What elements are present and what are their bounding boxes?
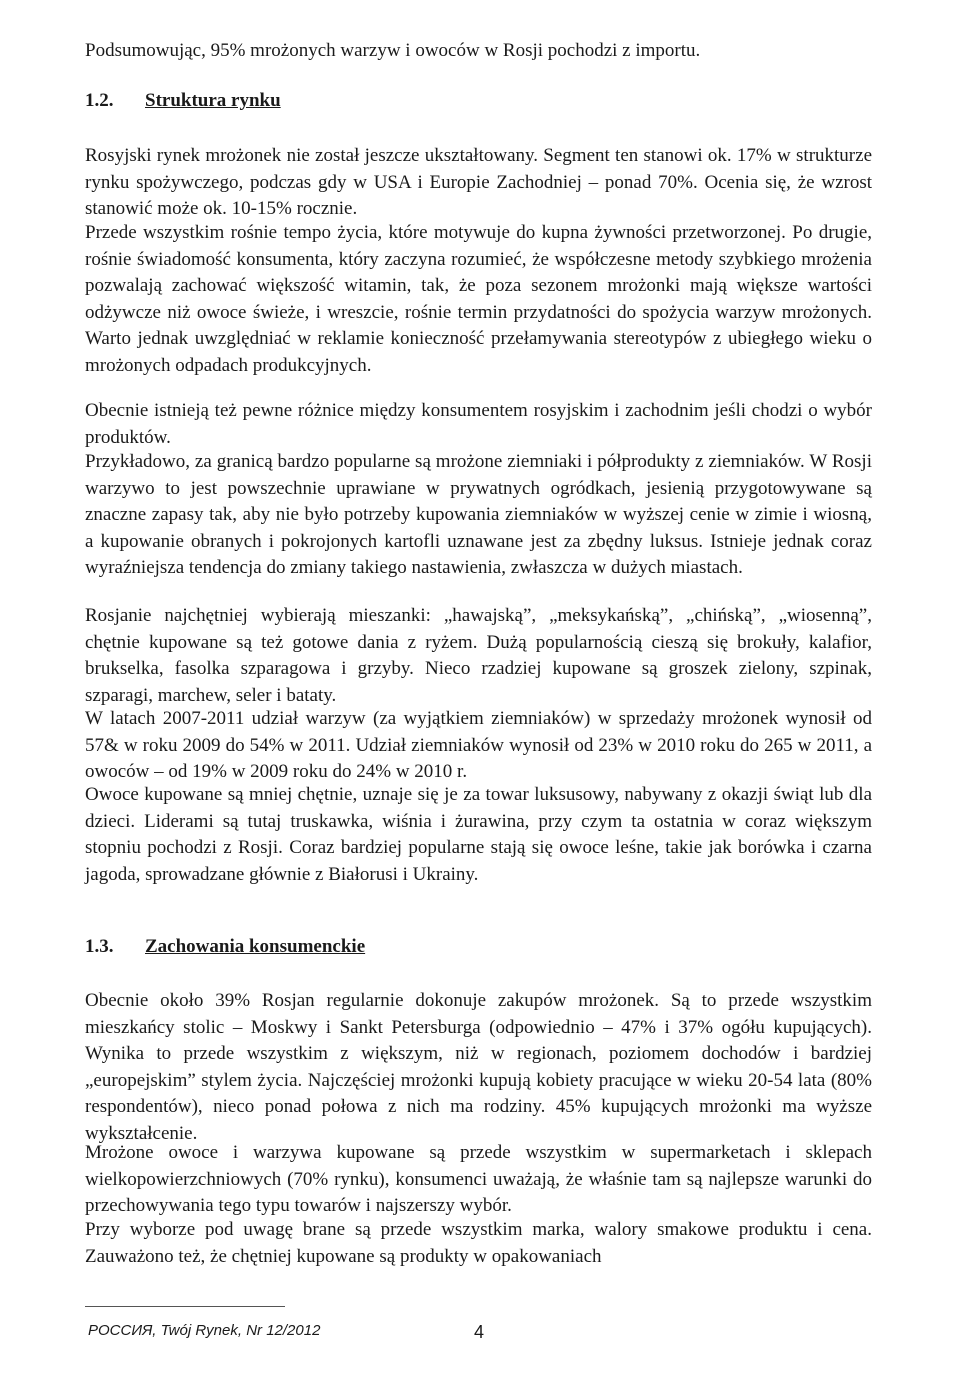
paragraph: Obecnie około 39% Rosjan regularnie dokonuje zakupów mrożonek. Są to przede wszystkim mieszkańcy stolic – Moskwy i Sankt Petersburga (odpowiednio – 47% i 37% ogółu kupujących). Wynika to przede wszystkim z większym, niż w regionach, poziomem dochodów i bardziej „europejskim” stylem życia. Najczęściej mrożonki kupują kobiety pracujące w wieku 20-54 lata (80% respondentów), nieco ponad połowa z nich ma rodziny. 45% kupujących mrożonki ma wyższe wykształcenie. [85, 990, 872, 1144]
paragraph: Przy wyborze pod uwagę brane są przede wszystkim marka, walory smakowe produktu i cena. Zauważono też, że chętniej kupowane są produkty w opakowaniach [85, 1219, 872, 1267]
section-number: 1.3. [85, 936, 114, 957]
section-heading-1-2 [85, 90, 281, 112]
paragraph: Rosyjski rynek mrożonek nie został jeszcze ukształtowany. Segment ten stanowi ok. 17% w strukturze rynku spożywczego, podczas gdy w USA i Europie Zachodniej – ponad 70%. Ocenia się, że wzrost stanowić może ok. 10-15% rocznie. [85, 145, 872, 219]
section-number: 1.2. [85, 90, 114, 111]
page-number: 4 [474, 1322, 485, 1342]
paragraph: Obecnie istnieją też pewne różnice między konsumentem rosyjskim i zachodnim jeśli chodzi o wybór produktów. [85, 400, 872, 448]
paragraph: Przykładowo, za granicą bardzo popularne są mrożone ziemniaki i półprodukty z ziemniaków. W Rosji warzywo to jest powszechnie uprawiane w prywatnych ogródkach, jesienią przygotowywane są znaczne zapasy tak, aby nie było potrzeby kupowania ziemniaków w wyższej cenie w zimie i wiosną, a kupowanie obranych i pokrojonych kartofli uznawane jest za zbędny luksus. Istnieje jednak coraz wyraźniejsza tendencja do zmiany takiego nastawienia, zwłaszcza w dużych miastach. [85, 451, 872, 578]
paragraph: Mrożone owoce i warzywa kupowane są przede wszystkim w supermarketach i sklepach wielkopowierzchniowych (70% rynku), konsumenci uważają, że właśnie tam są najlepsze warunki do przechowywania tego typu towarów i najszerszy wybór. [85, 1142, 872, 1216]
section-title: Struktura rynku [145, 90, 281, 111]
footer-publication: РОССИЯ, Twój Rynek, Nr 12/2012 [88, 1322, 321, 1339]
paragraph: Przede wszystkim rośnie tempo życia, które motywuje do kupna żywności przetworzonej. Po drugie, rośnie świadomość konsumenta, który zaczyna rozumieć, że współczesne metody szybkiego mrożenia pozwalają zachować większość witamin, tak, że poza sezonem mrożonki mają większe wartości odżywcze niż owoce świeże, i wreszcie, rośnie termin przydatności do spożycia warzyw mrożonych. Warto jednak uwzględniać w reklamie konieczność przełamywania stereotypów z ubiegłego wieku o mrożonych odpadach produkcyjnych. [85, 222, 872, 376]
intro-paragraph: Podsumowując, 95% mrożonych warzyw i owoców w Rosji pochodzi z importu. [85, 40, 701, 61]
paragraph: Owoce kupowane są mniej chętnie, uznaje się je za towar luksusowy, nabywany z okazji świąt lub dla dzieci. Liderami są tutaj truskawka, wiśnia i żurawina, przy czym ta ostatnia w coraz większym stopniu pochodzi z Rosji. Coraz bardziej popularne stają się owoce leśne, takie jak borówka i czarna jagoda, sprowadzane głównie z Białorusi i Ukrainy. [85, 784, 872, 885]
paragraph: Rosjanie najchętniej wybierają mieszanki: „hawajską”, „meksykańską”, „chińską”, „wiosenną”, chętnie kupowane są też gotowe dania z ryżem. Dużą popularnością cieszą się brokuły, kalafior, brukselka, fasolka szparagowa i grzyby. Nieco rzadziej kupowane są groszek zielony, szpinak, szparagi, marchew, seler i bataty. [85, 605, 872, 706]
section-heading-1-3 [85, 936, 365, 958]
section-title: Zachowania konsumenckie [145, 936, 366, 957]
paragraph: W latach 2007-2011 udział warzyw (za wyjątkiem ziemniaków) w sprzedaży mrożonek wynosił od 57& w roku 2009 do 54% w 2011. Udział ziemniaków wynosił od 23% w 2010 roku do 265 w 2011, a owoców – od 19% w 2009 roku do 24% w 2010 r. [85, 708, 872, 782]
footer-divider [85, 1306, 285, 1307]
